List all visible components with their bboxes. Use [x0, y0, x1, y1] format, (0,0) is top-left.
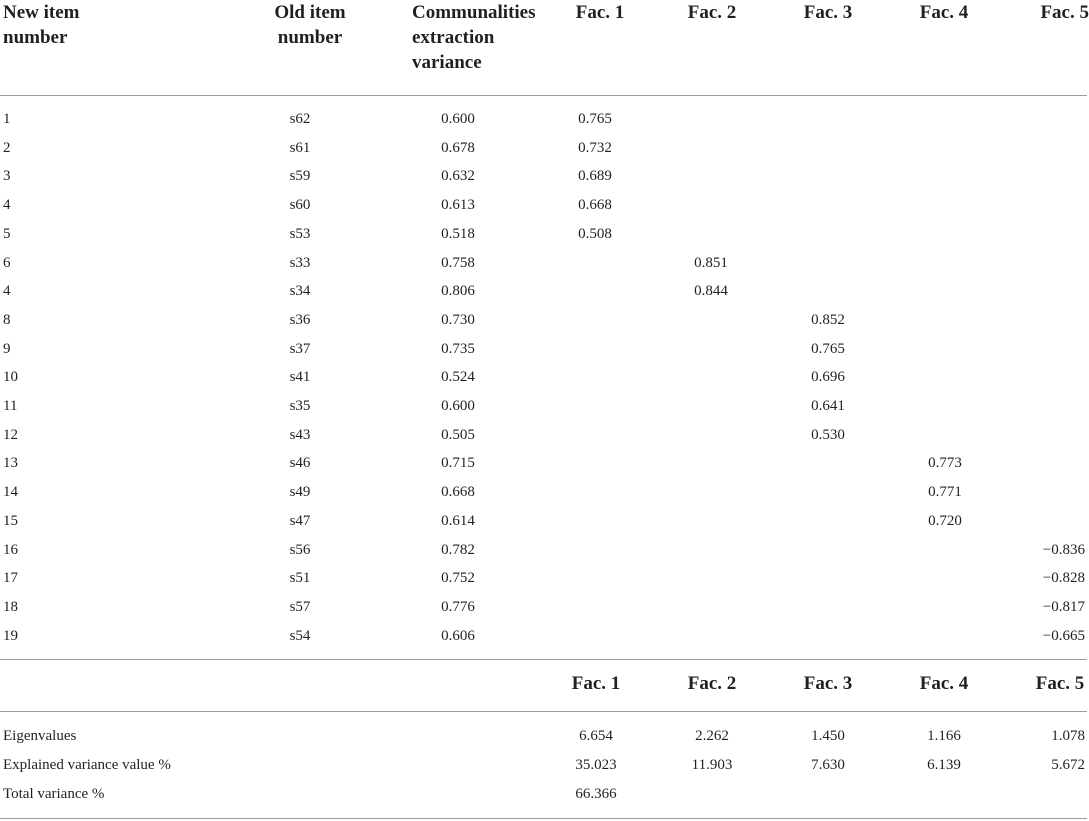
cell-new-item: 11: [3, 398, 18, 414]
cell-communality: 0.613: [441, 197, 475, 214]
cell-fac5: −0.817: [1042, 598, 1085, 615]
cell-fac5: −0.836: [1042, 541, 1085, 558]
cell-communality: 0.632: [441, 168, 475, 185]
cell-old-item: s33: [289, 254, 311, 271]
summary-header-fac5: Fac. 5: [1035, 673, 1085, 694]
summary-value-fac1: 35.023: [575, 757, 617, 773]
cell-new-item: 9: [3, 340, 11, 357]
cell-new-item: 8: [3, 311, 11, 328]
header-rule: [0, 95, 1087, 96]
summary-header-fac1: Fac. 1: [571, 673, 621, 694]
summary-value-fac4: 6.139: [927, 757, 961, 773]
cell-communality: 0.505: [441, 426, 475, 443]
cell-new-item: 1: [3, 111, 11, 127]
cell-new-item: 3: [3, 168, 11, 185]
cell-new-item: 18: [3, 598, 18, 615]
cell-communality: 0.678: [441, 139, 475, 156]
summary-header-fac4: Fac. 4: [919, 673, 969, 694]
summary-header-rule: [0, 711, 1087, 712]
cell-new-item: 5: [3, 225, 11, 242]
cell-communality: 0.735: [441, 340, 475, 357]
cell-new-item: 19: [3, 627, 18, 644]
cell-new-item: 6: [3, 254, 11, 271]
cell-communality: 0.600: [441, 398, 475, 414]
summary-row-label: Explained variance value %: [3, 757, 171, 773]
summary-value-fac1: 6.654: [579, 728, 613, 744]
bottom-rule: [0, 818, 1087, 819]
summary-row-label: Total variance %: [3, 786, 105, 802]
cell-old-item: s60: [289, 197, 311, 214]
cell-new-item: 4: [3, 197, 11, 214]
cell-communality: 0.752: [441, 570, 475, 587]
cell-fac3: 0.852: [811, 311, 845, 328]
cell-old-item: s34: [289, 283, 311, 300]
header-fac2: Fac. 2: [687, 2, 737, 23]
cell-communality: 0.614: [441, 512, 475, 529]
cell-old-item: s43: [289, 426, 311, 443]
cell-communality: 0.524: [441, 369, 475, 386]
cell-fac3: 0.641: [811, 398, 845, 414]
cell-fac3: 0.765: [811, 340, 845, 357]
summary-value-fac2: 11.903: [691, 757, 733, 773]
cell-new-item: 2: [3, 139, 11, 156]
summary-header-fac2: Fac. 2: [687, 673, 737, 694]
header-fac5: Fac. 5: [1040, 2, 1089, 23]
cell-communality: 0.606: [441, 627, 475, 644]
cell-fac2: 0.851: [694, 254, 728, 271]
cell-new-item: 4: [3, 283, 11, 300]
cell-new-item: 13: [3, 455, 18, 472]
cell-old-item: s49: [289, 484, 311, 501]
cell-fac5: −0.665: [1042, 627, 1085, 644]
cell-new-item: 16: [3, 541, 18, 558]
cell-old-item: s46: [289, 455, 311, 472]
cell-communality: 0.518: [441, 225, 475, 242]
header-communalities: Communalities extraction variance: [412, 2, 536, 73]
cell-fac3: 0.696: [811, 369, 845, 386]
cell-communality: 0.668: [441, 484, 475, 501]
cell-fac4: 0.773: [928, 455, 962, 472]
header-fac3: Fac. 3: [803, 2, 853, 23]
summary-value-fac5: 5.672: [1051, 757, 1085, 773]
cell-old-item: s62: [289, 111, 311, 127]
cell-old-item: s61: [289, 139, 311, 156]
cell-old-item: s59: [289, 168, 311, 185]
summary-value-fac3: 1.450: [811, 728, 845, 744]
header-old-item: Old item number: [274, 2, 346, 48]
cell-communality: 0.806: [441, 283, 475, 300]
cell-new-item: 10: [3, 369, 18, 386]
cell-fac1: 0.732: [578, 139, 612, 156]
summary-header-fac3: Fac. 3: [803, 673, 853, 694]
cell-fac5: −0.828: [1042, 570, 1085, 587]
cell-communality: 0.600: [441, 111, 475, 127]
summary-value-fac4: 1.166: [927, 728, 961, 744]
cell-old-item: s41: [289, 369, 311, 386]
cell-old-item: s53: [289, 225, 311, 242]
cell-new-item: 17: [3, 570, 18, 587]
summary-row-label: Eigenvalues: [3, 728, 77, 744]
cell-old-item: s36: [289, 311, 311, 328]
header-fac1: Fac. 1: [575, 2, 625, 23]
header-new-item: New item number: [3, 2, 80, 48]
cell-fac2: 0.844: [694, 283, 728, 300]
cell-old-item: s47: [289, 512, 311, 529]
cell-old-item: s35: [289, 398, 311, 414]
cell-communality: 0.758: [441, 254, 475, 271]
cell-new-item: 15: [3, 512, 18, 529]
cell-fac1: 0.765: [578, 111, 612, 127]
cell-fac1: 0.508: [578, 225, 612, 242]
summary-value-fac2: 2.262: [695, 728, 729, 744]
cell-fac1: 0.668: [578, 197, 612, 214]
cell-new-item: 14: [3, 484, 18, 501]
header-fac4: Fac. 4: [919, 2, 969, 23]
cell-communality: 0.782: [441, 541, 475, 558]
cell-old-item: s54: [289, 627, 311, 644]
summary-value-fac5: 1.078: [1051, 728, 1085, 744]
cell-communality: 0.715: [441, 455, 475, 472]
body-rule: [0, 659, 1087, 660]
cell-communality: 0.730: [441, 311, 475, 328]
cell-fac4: 0.720: [928, 512, 962, 529]
cell-communality: 0.776: [441, 598, 475, 615]
cell-old-item: s56: [289, 541, 311, 558]
cell-fac4: 0.771: [928, 484, 962, 501]
cell-new-item: 12: [3, 426, 18, 443]
summary-value-fac1: 66.366: [575, 786, 617, 802]
summary-value-fac3: 7.630: [811, 757, 845, 773]
cell-fac3: 0.530: [811, 426, 845, 443]
cell-old-item: s57: [289, 598, 311, 615]
cell-fac1: 0.689: [578, 168, 612, 185]
cell-old-item: s51: [289, 570, 311, 587]
cell-old-item: s37: [289, 340, 311, 357]
